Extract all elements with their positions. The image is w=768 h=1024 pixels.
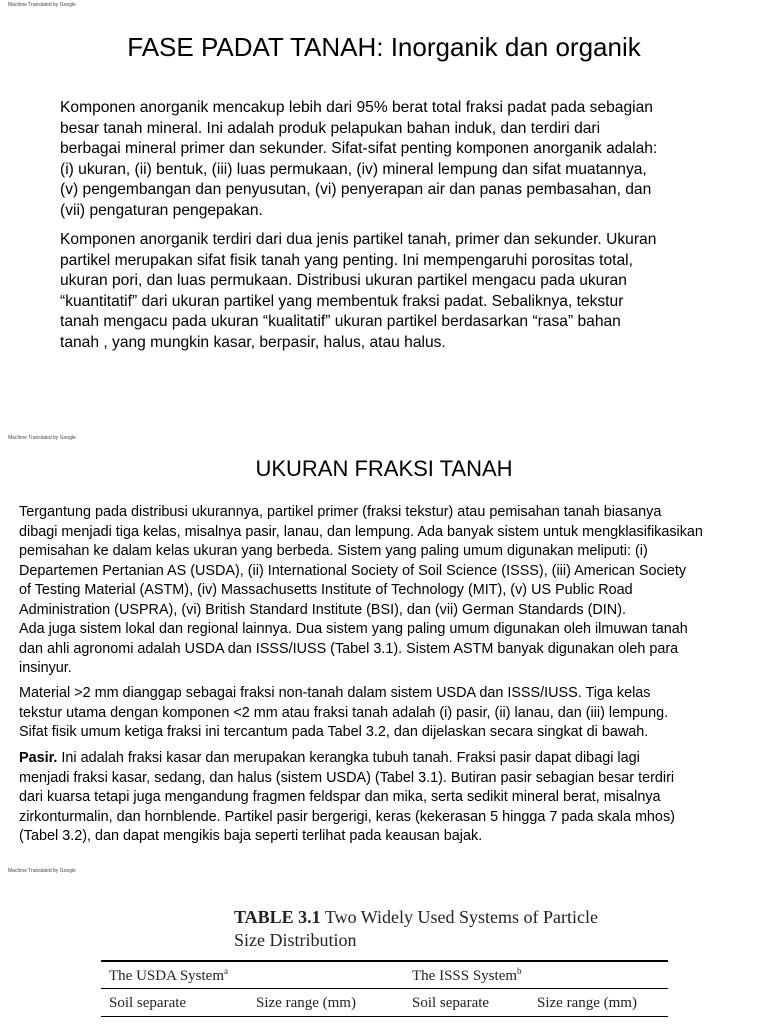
slide2-paragraph-1: Tergantung pada distribusi ukurannya, partikel primer (fraksi tekstur) atau pemisahan tanah biasanya dibagi menjadi tiga kelas, misalnya pasir, lanau, dan lempung. Ada banyak sistem untuk mengklasifikasikan pemisahan ke dalam kelas ukuran yang berbeda. Sistem yang paling umum digunakan meliputi: (i) Departemen Pertanian AS (USDA), (ii) International Society of Soil Science (ISSS), (iii) American Society of Testing Material (ASTM), (iv) Massachusetts Institute of Technology (MIT), (v) US Public Road Administration (USPRA), (vi) British Standard Institute (BSI), dan (vii) German Standards (DIN). Ada juga sistem lokal dan regional lainnya. Dua sistem yang paling umum digunakan oleh ilmuwan tanah dan ahli agronomi adalah USDA dan ISSS/IUSS (Tabel 3.1). Sistem ASTM banyak digunakan oleh para insinyur. (19, 504, 703, 676)
usda-system-header: The USDA System$^a$ (109, 966, 229, 984)
machine-translated-label: Machine Translated by Google (8, 435, 76, 441)
table-number: TABLE 3.1 (234, 907, 321, 927)
table-caption: TABLE 3.1 Two Widely Used Systems of Particle Size Distribution (234, 907, 599, 950)
table-column-rule (101, 1016, 668, 1017)
slide2-title: UKURAN FRAKSI TANAH (255, 456, 513, 481)
col-size-range-usda: Size range (mm) (256, 995, 356, 1011)
slide2-paragraph-2: Material >2 mm dianggap sebagai fraksi non-tanah dalam sistem USDA dan ISSS/IUSS. Tiga kelas tekstur utama dengan komponen <2 mm atau fraksi tanah adalah (i) pasir, (ii) lanau, dan (iii) lempung. Sifat fisik umum ketiga fraksi ini tercantum pada Tabel 3.2, dan dijelaskan secara singkat di bawah. (19, 685, 669, 740)
table-header-rule (101, 988, 668, 989)
machine-translated-label: Machine Translated by Google (8, 868, 76, 874)
slide2-paragraph-3: Pasir. Ini adalah fraksi kasar dan merupakan kerangka tubuh tanah. Fraksi pasir dapat dibagi lagi menjadi fraksi kasar, sedang, dan halus (sistem USDA) (Tabel 3.1). Butiran pasir sebagian besar terdiri dari kuarsa tetapi juga mengandung fragmen feldspar dan mika, serta sedikit mineral berat, misalnya zirkonturmalin, dan hornblende. Partikel pasir bergerigi, keras (kekerasan 5 hingga 7 pada skala mhos) (Tabel 3.2), dan dapat mengikis baja seperti terlihat pada keausan bajak. (19, 750, 675, 844)
col-size-range-isss: Size range (mm) (537, 995, 637, 1011)
slide1-paragraph-2: Komponen anorganik terdiri dari dua jenis partikel tanah, primer dan sekunder. Ukuran partikel merupakan sifat fisik tanah yang penting. Ini mempengaruhi porositas total, ukuran pori, dan luas permukaan. Distribusi ukuran partikel mengacu pada ukuran “kuantitatif” dari ukuran partikel yang membentuk fraksi padat. Sebaliknya, tekstur tanah mengacu pada ukuran “kualitatif” ukuran partikel berdasarkan “rasa” bahan tanah , yang mungkin kasar, berpasir, halus, atau halus. (60, 231, 657, 351)
slide1-title: FASE PADAT TANAH: Inorganik dan organik (127, 32, 641, 62)
machine-translated-label: Machine Translated by Google (8, 2, 76, 8)
table-top-rule (101, 960, 668, 962)
col-soil-separate-isss: Soil separate (412, 995, 490, 1011)
sand-label: Pasir. (19, 750, 58, 766)
slide1-paragraph-1: Komponen anorganik mencakup lebih dari 95% berat total fraksi padat pada sebagian besar tanah mineral. Ini adalah produk pelapukan bahan induk, dan terdiri dari berbagai mineral primer dan sekunder. Sifat-sifat penting komponen anorganik adalah: (i) ukuran, (ii) bentuk, (iii) luas permukaan, (iv) mineral lempung dan sifat muatannya, (v) pengembangan dan penyusutan, (vi) penyerapan air dan panas pembasahan, dan (vii) pengaturan pengepakan. (60, 99, 658, 219)
isss-system-header: The ISSS System$^b$ (412, 966, 522, 984)
col-soil-separate-usda: Soil separate (109, 995, 187, 1011)
